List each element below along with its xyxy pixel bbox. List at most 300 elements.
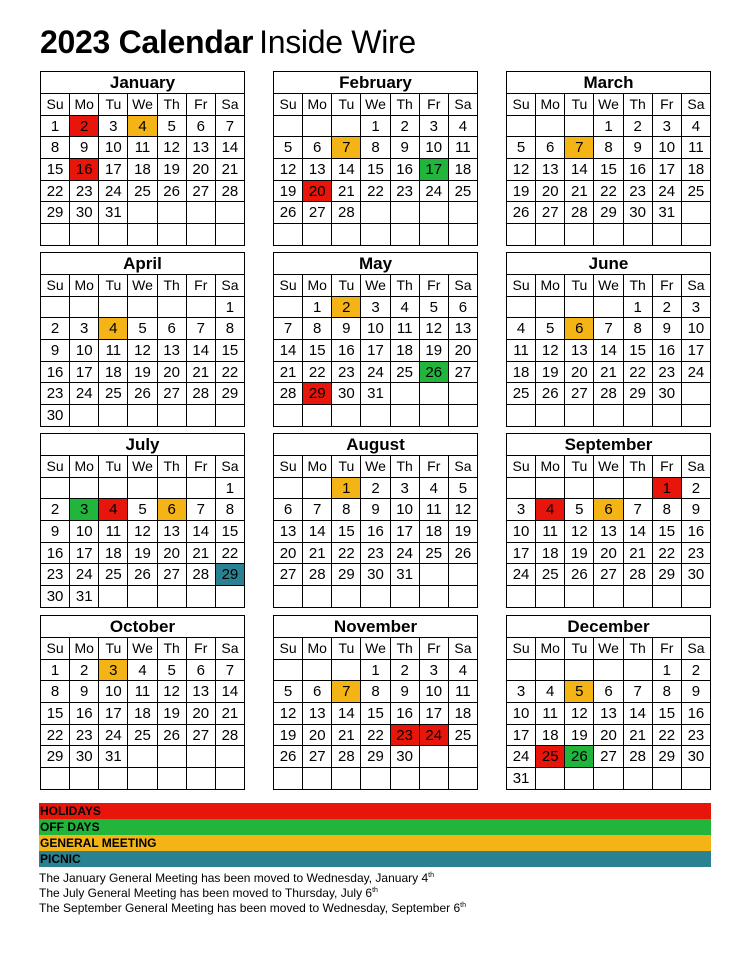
month-april — [40, 252, 245, 427]
month-june — [506, 252, 711, 427]
weekday-header: Sa — [681, 456, 710, 478]
day-cell: 10 — [70, 521, 99, 543]
day-cell: 25 — [99, 383, 128, 405]
day-cell: 8 — [652, 499, 681, 521]
day-cell: 27 — [565, 383, 594, 405]
day-cell: 1 — [41, 659, 70, 681]
day-cell: 1 — [623, 296, 652, 318]
day-cell: 29 — [652, 564, 681, 586]
day-cell: 30 — [681, 746, 710, 768]
week-row — [41, 746, 245, 768]
weekday-header: Su — [274, 275, 303, 297]
day-cell: 3 — [70, 318, 99, 340]
day-cell: 24 — [507, 564, 536, 586]
day-cell: 9 — [41, 521, 70, 543]
day-cell: 12 — [565, 703, 594, 725]
day-cell: 13 — [536, 159, 565, 181]
weekday-header: We — [128, 456, 157, 478]
day-cell: 13 — [448, 318, 477, 340]
empty-cell — [681, 224, 710, 246]
weekday-header: Mo — [536, 94, 565, 116]
empty-cell — [157, 224, 186, 246]
week-row — [274, 499, 478, 521]
weekday-header: We — [594, 638, 623, 660]
day-cell: 31 — [390, 564, 419, 586]
day-cell: 31 — [99, 746, 128, 768]
week-row — [507, 159, 711, 181]
week-row — [274, 115, 478, 137]
week-row — [274, 586, 478, 608]
day-cell: 11 — [536, 703, 565, 725]
week-row — [41, 159, 245, 181]
day-cell: 22 — [652, 724, 681, 746]
day-cell: 13 — [186, 137, 215, 159]
empty-cell — [419, 224, 448, 246]
weekday-header: We — [361, 94, 390, 116]
day-cell: 11 — [419, 499, 448, 521]
day-cell: 8 — [361, 137, 390, 159]
empty-cell — [419, 768, 448, 790]
day-cell: 28 — [594, 383, 623, 405]
day-cell: 26 — [419, 361, 448, 383]
day-cell: 11 — [536, 521, 565, 543]
month-name: November — [274, 616, 478, 638]
empty-cell — [303, 224, 332, 246]
weekday-header: We — [594, 456, 623, 478]
week-row — [274, 180, 478, 202]
empty-cell — [128, 405, 157, 427]
empty-cell — [303, 659, 332, 681]
empty-cell — [448, 405, 477, 427]
day-cell: 27 — [186, 180, 215, 202]
day-cell: 10 — [419, 137, 448, 159]
day-cell: 9 — [652, 318, 681, 340]
empty-cell — [390, 768, 419, 790]
day-cell: 7 — [594, 318, 623, 340]
day-cell: 9 — [681, 499, 710, 521]
week-row — [507, 724, 711, 746]
week-row — [507, 361, 711, 383]
day-cell: 19 — [565, 724, 594, 746]
day-cell: 17 — [507, 542, 536, 564]
empty-cell — [70, 224, 99, 246]
weekday-header: Mo — [303, 456, 332, 478]
empty-cell — [565, 224, 594, 246]
empty-cell — [128, 224, 157, 246]
week-row — [274, 659, 478, 681]
weekday-header: Tu — [565, 94, 594, 116]
empty-cell — [128, 296, 157, 318]
empty-cell — [157, 405, 186, 427]
week-row — [507, 768, 711, 790]
weekday-header: Tu — [99, 275, 128, 297]
day-cell: 14 — [186, 340, 215, 362]
day-cell: 18 — [536, 542, 565, 564]
empty-cell — [594, 405, 623, 427]
week-row — [507, 521, 711, 543]
month-name: June — [507, 253, 711, 275]
day-cell: 23 — [41, 564, 70, 586]
day-cell: 21 — [186, 361, 215, 383]
weekday-header: Sa — [215, 638, 244, 660]
week-row — [41, 361, 245, 383]
day-cell: 14 — [332, 159, 361, 181]
empty-cell — [652, 405, 681, 427]
empty-cell — [390, 202, 419, 224]
day-cell: 5 — [565, 499, 594, 521]
month-name: October — [41, 616, 245, 638]
week-row — [41, 318, 245, 340]
empty-cell — [507, 586, 536, 608]
month-name: February — [274, 72, 478, 94]
week-row — [41, 659, 245, 681]
day-cell: 29 — [215, 564, 244, 586]
week-row — [41, 521, 245, 543]
weekday-header: Mo — [303, 275, 332, 297]
day-cell: 27 — [274, 564, 303, 586]
weekday-header: Fr — [419, 275, 448, 297]
day-cell: 8 — [215, 499, 244, 521]
weekday-header: Mo — [70, 456, 99, 478]
day-cell: 6 — [186, 659, 215, 681]
day-cell: 22 — [623, 361, 652, 383]
day-cell: 15 — [652, 703, 681, 725]
weekday-header: Th — [157, 94, 186, 116]
day-cell: 8 — [594, 137, 623, 159]
weekday-header: Sa — [448, 94, 477, 116]
day-cell: 5 — [128, 499, 157, 521]
week-row — [41, 296, 245, 318]
week-row — [41, 768, 245, 790]
empty-cell — [215, 224, 244, 246]
day-cell: 22 — [215, 542, 244, 564]
weekday-header: Th — [623, 456, 652, 478]
day-cell: 22 — [41, 180, 70, 202]
weekday-header: Su — [41, 638, 70, 660]
day-cell: 24 — [507, 746, 536, 768]
empty-cell — [536, 224, 565, 246]
title-name: Inside Wire — [259, 24, 416, 60]
weekday-header: Th — [390, 94, 419, 116]
day-cell: 30 — [332, 383, 361, 405]
empty-cell — [41, 477, 70, 499]
weekday-header: Mo — [303, 638, 332, 660]
day-cell: 26 — [565, 564, 594, 586]
day-cell: 26 — [536, 383, 565, 405]
day-cell: 6 — [303, 681, 332, 703]
day-cell: 5 — [565, 681, 594, 703]
empty-cell — [390, 383, 419, 405]
day-cell: 14 — [215, 681, 244, 703]
weekday-header: Mo — [536, 456, 565, 478]
day-cell: 24 — [99, 180, 128, 202]
empty-cell — [157, 202, 186, 224]
day-cell: 6 — [157, 499, 186, 521]
week-row — [507, 224, 711, 246]
day-cell: 13 — [157, 521, 186, 543]
day-cell: 15 — [215, 340, 244, 362]
day-cell: 9 — [681, 681, 710, 703]
week-row — [507, 564, 711, 586]
day-cell: 1 — [652, 659, 681, 681]
empty-cell — [157, 746, 186, 768]
weekday-header: We — [594, 94, 623, 116]
empty-cell — [536, 768, 565, 790]
month-name: April — [41, 253, 245, 275]
empty-cell — [448, 586, 477, 608]
empty-cell — [274, 768, 303, 790]
day-cell: 20 — [303, 724, 332, 746]
week-row — [41, 703, 245, 725]
legend-holidays: HOLIDAYS — [39, 803, 711, 819]
day-cell: 24 — [419, 180, 448, 202]
week-row — [274, 477, 478, 499]
day-cell: 13 — [303, 159, 332, 181]
day-cell: 8 — [361, 681, 390, 703]
day-cell: 10 — [681, 318, 710, 340]
empty-cell — [70, 768, 99, 790]
week-row — [507, 586, 711, 608]
week-row — [274, 703, 478, 725]
weekday-header: Su — [41, 94, 70, 116]
day-cell: 10 — [390, 499, 419, 521]
day-cell: 16 — [652, 340, 681, 362]
day-cell: 16 — [41, 542, 70, 564]
weekday-header: Tu — [332, 638, 361, 660]
day-cell: 12 — [274, 159, 303, 181]
empty-cell — [507, 224, 536, 246]
day-cell: 12 — [536, 340, 565, 362]
day-cell: 6 — [594, 681, 623, 703]
week-row — [507, 499, 711, 521]
day-cell: 14 — [186, 521, 215, 543]
weekday-header: Th — [623, 638, 652, 660]
week-row — [507, 703, 711, 725]
day-cell: 22 — [361, 180, 390, 202]
day-cell: 7 — [186, 499, 215, 521]
weekday-header: Mo — [70, 94, 99, 116]
week-row — [507, 659, 711, 681]
empty-cell — [303, 405, 332, 427]
week-row — [274, 724, 478, 746]
month-name: January — [41, 72, 245, 94]
day-cell: 21 — [274, 361, 303, 383]
empty-cell — [652, 224, 681, 246]
day-cell: 25 — [128, 724, 157, 746]
day-cell: 1 — [303, 296, 332, 318]
week-row — [41, 383, 245, 405]
empty-cell — [128, 586, 157, 608]
month-january — [40, 71, 245, 246]
day-cell: 21 — [623, 724, 652, 746]
weekday-header: Tu — [565, 638, 594, 660]
empty-cell — [186, 768, 215, 790]
empty-cell — [536, 586, 565, 608]
empty-cell — [594, 477, 623, 499]
day-cell: 18 — [128, 703, 157, 725]
weekday-header: Fr — [186, 456, 215, 478]
day-cell: 13 — [157, 340, 186, 362]
empty-cell — [332, 115, 361, 137]
day-cell: 11 — [128, 681, 157, 703]
day-cell: 25 — [419, 542, 448, 564]
day-cell: 12 — [448, 499, 477, 521]
title-year: 2023 Calendar — [40, 24, 254, 60]
empty-cell — [215, 768, 244, 790]
weekday-header: Su — [274, 638, 303, 660]
empty-cell — [681, 202, 710, 224]
weekday-header: We — [594, 275, 623, 297]
day-cell: 20 — [303, 180, 332, 202]
day-cell: 8 — [652, 681, 681, 703]
day-cell: 26 — [565, 746, 594, 768]
empty-cell — [332, 405, 361, 427]
empty-cell — [186, 405, 215, 427]
day-cell: 17 — [70, 542, 99, 564]
week-row — [274, 542, 478, 564]
empty-cell — [274, 659, 303, 681]
legend-off-days: OFF DAYS — [39, 819, 711, 835]
day-cell: 7 — [274, 318, 303, 340]
week-row — [41, 405, 245, 427]
weekday-header: Th — [623, 94, 652, 116]
weekday-header: Sa — [681, 94, 710, 116]
day-cell: 24 — [419, 724, 448, 746]
day-cell: 14 — [623, 703, 652, 725]
weekday-header: Sa — [448, 638, 477, 660]
day-cell: 1 — [594, 115, 623, 137]
week-row — [41, 180, 245, 202]
day-cell: 5 — [274, 681, 303, 703]
day-cell: 8 — [332, 499, 361, 521]
week-row — [41, 564, 245, 586]
empty-cell — [361, 405, 390, 427]
weekday-header: Fr — [652, 275, 681, 297]
day-cell: 30 — [41, 405, 70, 427]
weekday-header: Sa — [215, 456, 244, 478]
day-cell: 21 — [215, 703, 244, 725]
day-cell: 27 — [594, 564, 623, 586]
empty-cell — [274, 477, 303, 499]
day-cell: 30 — [70, 746, 99, 768]
day-cell: 23 — [681, 542, 710, 564]
day-cell: 23 — [390, 180, 419, 202]
day-cell: 1 — [652, 477, 681, 499]
empty-cell — [623, 224, 652, 246]
day-cell: 30 — [361, 564, 390, 586]
day-cell: 18 — [419, 521, 448, 543]
week-row — [507, 115, 711, 137]
day-cell: 13 — [274, 521, 303, 543]
day-cell: 7 — [303, 499, 332, 521]
week-row — [274, 318, 478, 340]
weekday-header: Su — [274, 456, 303, 478]
week-row — [274, 681, 478, 703]
day-cell: 2 — [623, 115, 652, 137]
empty-cell — [681, 768, 710, 790]
day-cell: 1 — [332, 477, 361, 499]
weekday-header: Th — [390, 275, 419, 297]
day-cell: 1 — [215, 477, 244, 499]
day-cell: 25 — [448, 180, 477, 202]
empty-cell — [623, 405, 652, 427]
empty-cell — [274, 405, 303, 427]
empty-cell — [303, 115, 332, 137]
empty-cell — [565, 115, 594, 137]
day-cell: 11 — [99, 521, 128, 543]
weekday-header: Su — [507, 638, 536, 660]
day-cell: 25 — [681, 180, 710, 202]
day-cell: 17 — [419, 703, 448, 725]
meeting-note: The January General Meeting has been moved to Wednesday, January 4th — [39, 871, 434, 885]
weekday-header: Mo — [536, 638, 565, 660]
weekday-header: Fr — [419, 638, 448, 660]
day-cell: 19 — [128, 542, 157, 564]
day-cell: 5 — [448, 477, 477, 499]
empty-cell — [99, 296, 128, 318]
empty-cell — [652, 768, 681, 790]
day-cell: 12 — [128, 521, 157, 543]
day-cell: 16 — [70, 703, 99, 725]
week-row — [507, 542, 711, 564]
day-cell: 4 — [681, 115, 710, 137]
day-cell: 13 — [303, 703, 332, 725]
day-cell: 2 — [332, 296, 361, 318]
day-cell: 9 — [390, 137, 419, 159]
month-name: September — [507, 434, 711, 456]
day-cell: 23 — [70, 724, 99, 746]
weekday-header: Mo — [536, 275, 565, 297]
day-cell: 2 — [41, 318, 70, 340]
day-cell: 10 — [99, 137, 128, 159]
day-cell: 29 — [594, 202, 623, 224]
day-cell: 4 — [99, 318, 128, 340]
day-cell: 9 — [390, 681, 419, 703]
weekday-header: Fr — [419, 456, 448, 478]
empty-cell — [274, 296, 303, 318]
day-cell: 16 — [623, 159, 652, 181]
empty-cell — [448, 564, 477, 586]
weekday-header: We — [128, 94, 157, 116]
day-cell: 6 — [448, 296, 477, 318]
weekday-header: Su — [507, 456, 536, 478]
day-cell: 4 — [448, 659, 477, 681]
empty-cell — [99, 586, 128, 608]
day-cell: 24 — [99, 724, 128, 746]
day-cell: 31 — [507, 768, 536, 790]
day-cell: 11 — [448, 137, 477, 159]
empty-cell — [70, 296, 99, 318]
weekday-header: Th — [157, 275, 186, 297]
empty-cell — [215, 202, 244, 224]
day-cell: 29 — [332, 564, 361, 586]
month-name: December — [507, 616, 711, 638]
day-cell: 22 — [594, 180, 623, 202]
day-cell: 28 — [186, 383, 215, 405]
day-cell: 25 — [448, 724, 477, 746]
day-cell: 29 — [652, 746, 681, 768]
weekday-header: We — [361, 275, 390, 297]
day-cell: 25 — [390, 361, 419, 383]
weekday-header: Fr — [419, 94, 448, 116]
day-cell: 26 — [157, 180, 186, 202]
empty-cell — [41, 768, 70, 790]
day-cell: 3 — [390, 477, 419, 499]
day-cell: 18 — [128, 159, 157, 181]
day-cell: 25 — [507, 383, 536, 405]
day-cell: 14 — [565, 159, 594, 181]
empty-cell — [361, 202, 390, 224]
